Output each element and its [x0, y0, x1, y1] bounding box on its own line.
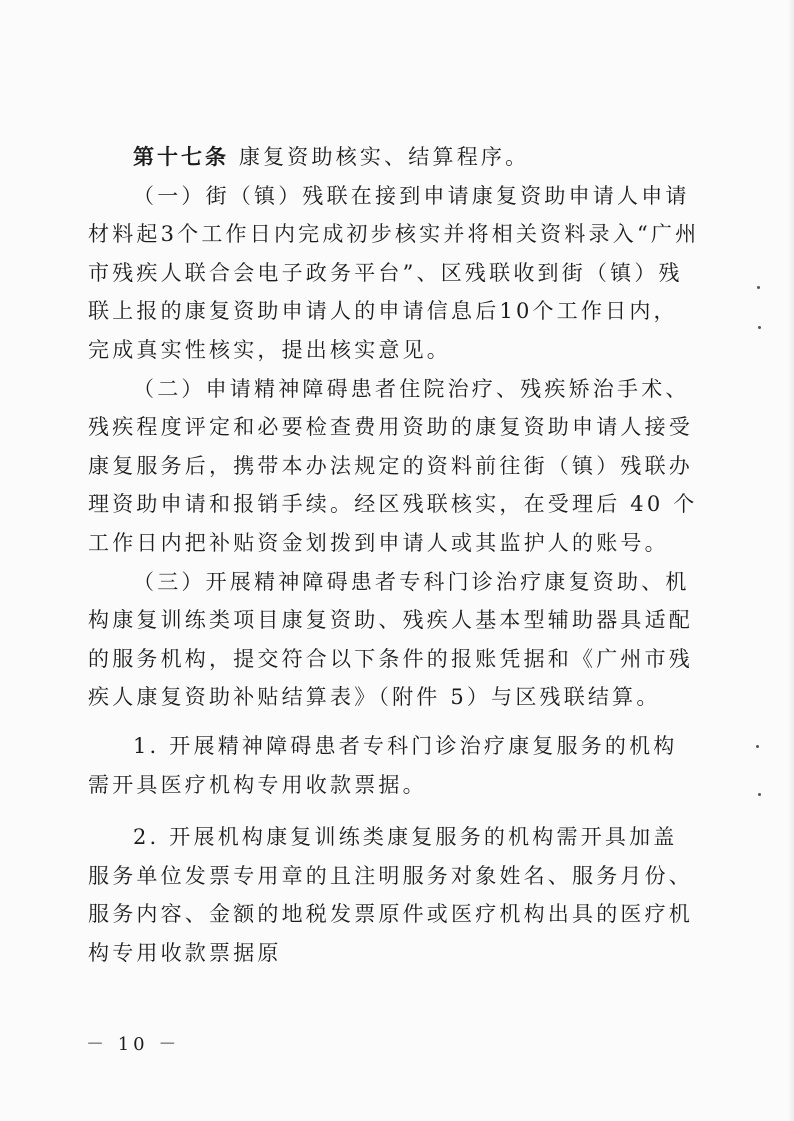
scan-speck [758, 326, 761, 329]
article-heading [88, 138, 700, 177]
scan-speck [756, 745, 759, 748]
paragraph-1: （一）街（镇）残联在接到申请康复资助申请人申请材料起3个工作日内完成初步核实并将相关资料录入“广州市残疾人联合会电子政务平台”、区残联收到街（镇）残联上报的康复资助申请人的申请信息后10个工作日内，完成真实性核实，提出核实意见。 [88, 183, 700, 362]
scan-speck [757, 286, 760, 289]
list-item-2: 2. 开展机构康复训练类康复服务的机构需开具加盖服务单位发票专用章的且注明服务对象姓名、服务月份、服务内容、金额的地税发票原件或医疗机构出具的医疗机构专用收款票据原 [88, 825, 693, 965]
article-heading-text: 康复资助核实、结算程序。 [238, 145, 530, 169]
list-item-1: 1. 开展精神障碍患者专科门诊治疗康复服务的机构需开具医疗机构专用收款票据。 [88, 733, 678, 797]
paragraph-3: （三）开展精神障碍患者专科门诊治疗康复资助、机构康复训练类项目康复资助、残疾人基本型辅助器具适配的服务机构，提交符合以下条件的报账凭据和《广州市残疾人康复资助补贴结算表》（附件 5）与区残联结算。 [88, 569, 693, 710]
paragraph-2: （二）申请精神障碍患者住院治疗、残疾矫治手术、残疾程度评定和必要检查费用资助的康复资助申请人接受康复服务后，携带本办法规定的资料前往街（镇）残联办理资助申请和报销手续。经区残联核实，在受理后 40 个工作日内把补贴资金划拨到申请人或其监护人的账号。 [88, 376, 698, 555]
scan-speck [758, 793, 761, 796]
page-edge-shadow [788, 0, 794, 1121]
document-body [88, 138, 700, 972]
page-number: － 10 － [86, 1034, 181, 1055]
article-title: 第十七条 [133, 144, 229, 169]
